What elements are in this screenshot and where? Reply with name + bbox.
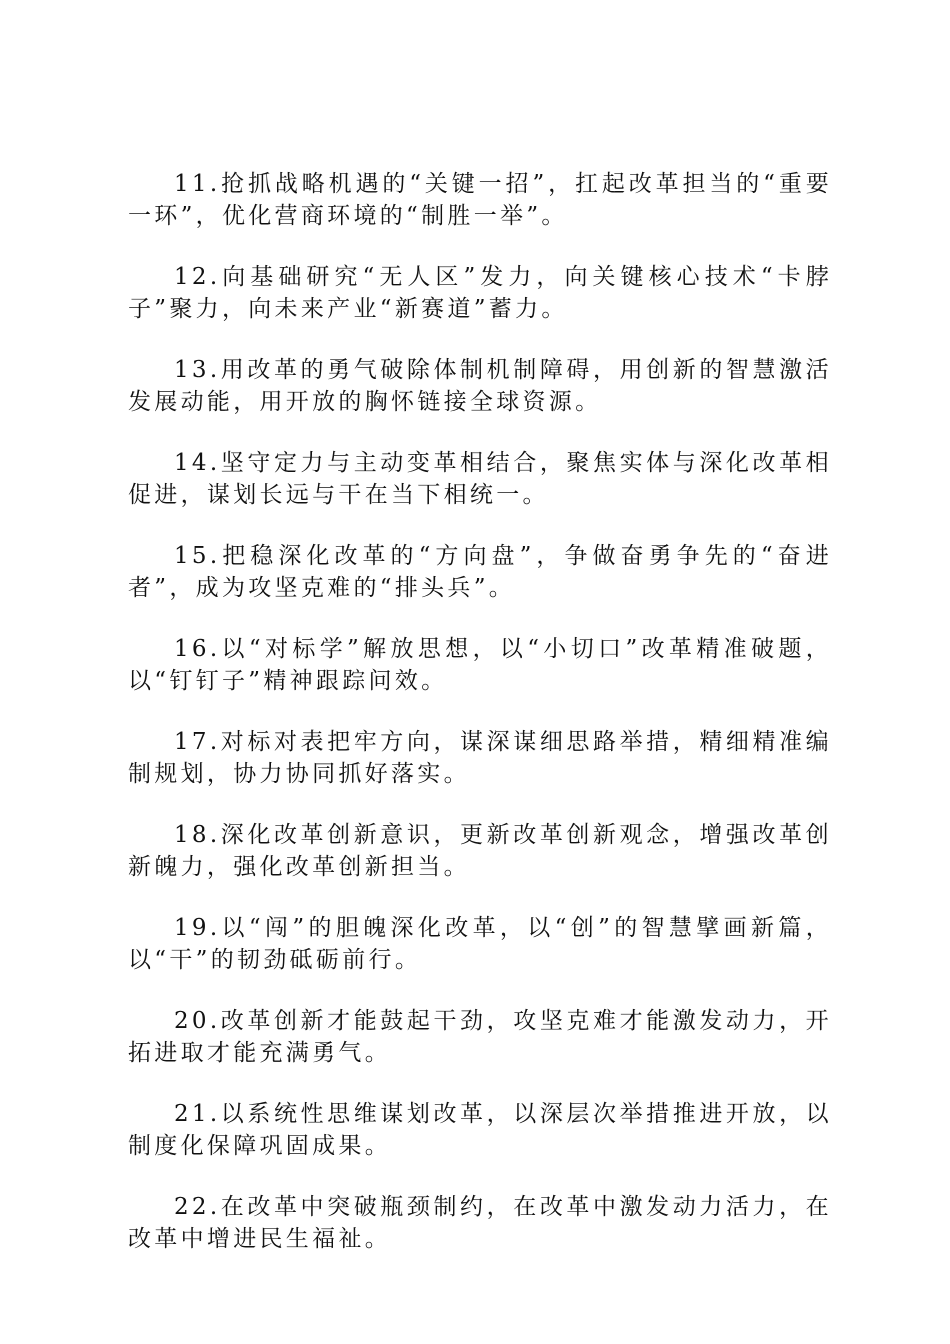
paragraph-item: 12.向基础研究“无人区”发力，向关键核心技术“卡脖子”聚力，向未来产业“新赛道”蓄力。 — [128, 264, 832, 322]
paragraph-item: 19.以“闯”的胆魄深化改革，以“创”的智慧擘画新篇，以“干”的韧劲砥砺前行。 — [128, 915, 832, 973]
paragraph-item: 15.把稳深化改革的“方向盘”，争做奋勇争先的“奋进者”，成为攻坚克难的“排头兵”。 — [128, 543, 832, 601]
paragraph-item: 14.坚守定力与主动变革相结合，聚焦实体与深化改革相促进，谋划长远与干在当下相统一。 — [128, 450, 832, 508]
paragraph-item: 21.以系统性思维谋划改革，以深层次举措推进开放，以制度化保障巩固成果。 — [128, 1101, 832, 1159]
paragraph-item: 22.在改革中突破瓶颈制约，在改革中激发动力活力，在改革中增进民生福祉。 — [128, 1194, 832, 1252]
paragraph-item: 11.抢抓战略机遇的“关键一招”，扛起改革担当的“重要一环”，优化营商环境的“制胜一举”。 — [128, 171, 832, 229]
paragraph-item: 16.以“对标学”解放思想，以“小切口”改革精准破题，以“钉钉子”精神跟踪问效。 — [128, 636, 832, 694]
paragraph-item: 20.改革创新才能鼓起干劲，攻坚克难才能激发动力，开拓进取才能充满勇气。 — [128, 1008, 832, 1066]
document-body — [128, 168, 832, 1284]
paragraph-item: 18.深化改革创新意识，更新改革创新观念，增强改革创新魄力，强化改革创新担当。 — [128, 822, 832, 880]
paragraph-item: 13.用改革的勇气破除体制机制障碍，用创新的智慧激活发展动能，用开放的胸怀链接全球资源。 — [128, 357, 832, 415]
paragraph-item: 17.对标对表把牢方向，谋深谋细思路举措，精细精准编制规划，协力协同抓好落实。 — [128, 729, 832, 787]
